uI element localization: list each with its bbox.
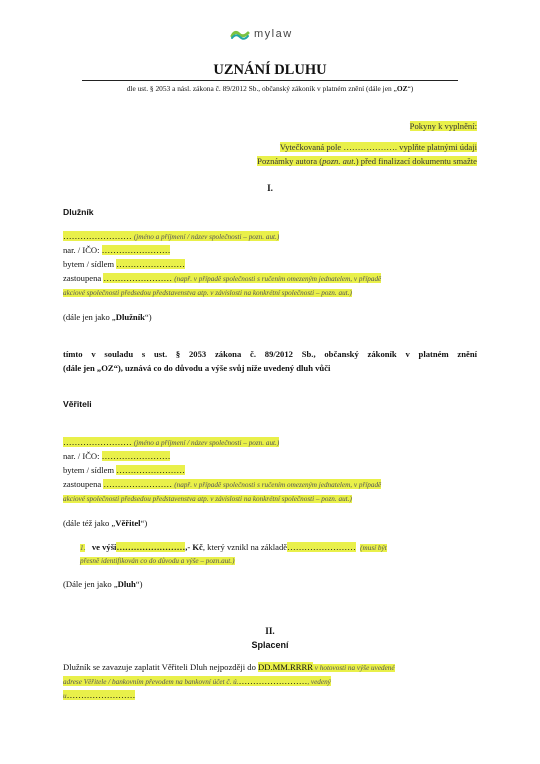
section-2-number: II. — [265, 626, 275, 636]
creditor-address-line: bytem / sídlem …………………… — [63, 465, 185, 475]
debt-note: přesně identifikován co do důvodu a výše – pozn.aut.) — [80, 557, 235, 565]
recognition-line-2: (dále jen „OZ“), uznává co do důvodu a výše svůj níže uvedený dluh vůči — [63, 363, 331, 373]
document-subtitle: dle ust. § 2053 a násl. zákona č. 89/2012 Sb., občanský zákoník v platném znění (dále jen „OZ“) — [126, 84, 414, 93]
creditor-heading: Věřiteli — [63, 399, 92, 409]
recognition-line-1: tímto v souladu s ust. § 2053 zákona č. 89/2012 Sb., občanský zákoník v platném znění — [63, 349, 477, 359]
debt-alias: (Dále jen jako „Dluh“) — [63, 579, 143, 589]
debt-amount-line: 1. ve výši……………………,- Kč, který vznikl na základě…………………… (musí být — [80, 542, 387, 552]
mylaw-logo-icon — [230, 28, 250, 40]
instructions-heading: Pokyny k vyplnění: — [409, 121, 477, 131]
debtor-name-line: …………………… (jméno a příjmení / název společnosti – pozn. aut.) — [63, 231, 280, 241]
debtor-address-line: bytem / sídlem …………………… — [63, 259, 185, 269]
instructions-line-1: Vytečkovaná pole ………………. vyplňte platnými údaji — [279, 142, 477, 152]
creditor-representative-line: zastoupena …………………… (např. v případě společnosti s ručením omezeným jednatelem, v případě — [63, 479, 382, 489]
debtor-representative-note: akciové společnosti předsedou představenstva atp. v závislosti na konkrétní společnosti – pozn. aut.) — [63, 289, 352, 297]
debtor-id-line: nar. / IČO: …………………… — [63, 245, 171, 255]
creditor-name-line: …………………… (jméno a příjmení / název společnosti – pozn. aut.) — [63, 437, 280, 447]
debtor-representative-line: zastoupena …………………… (např. v případě společnosti s ručením omezeným jednatelem, v případě — [63, 273, 382, 283]
debtor-alias: (dále jen jako „Dlužník“) — [63, 312, 152, 322]
brand-logo — [230, 28, 293, 40]
brand-name: mylaw — [254, 28, 293, 40]
payment-line-3: u…………………… — [63, 690, 136, 700]
section-1-number: I. — [267, 183, 273, 193]
payment-line-1: Dlužník se zavazuje zaplatit Věřiteli Dluh nejpozději do DD.MM.RRRR v hotovosti na výše uvedené — [63, 662, 395, 672]
debt-item-number: 1. — [80, 544, 86, 552]
section-2-title: Splacení — [251, 640, 289, 650]
debtor-heading: Dlužník — [63, 207, 94, 217]
payment-line-2: adrese Věřitele / bankovním převodem na bankovní účet č. ú.……………………, vedený — [63, 676, 331, 686]
instructions-line-2: Poznámky autora (pozn. aut.) před finalizací dokumentu smažte — [257, 156, 477, 166]
creditor-id-line: nar. / IČO: …………………… — [63, 451, 171, 461]
creditor-representative-note: akciové společnosti předsedou představenstva atp. v závislosti na konkrétní společnosti – pozn. aut.) — [63, 495, 352, 503]
document-title: UZNÁNÍ DLUHU — [213, 62, 327, 78]
creditor-alias: (dále též jako „Věřitel“) — [63, 518, 148, 528]
title-rule — [82, 80, 458, 81]
